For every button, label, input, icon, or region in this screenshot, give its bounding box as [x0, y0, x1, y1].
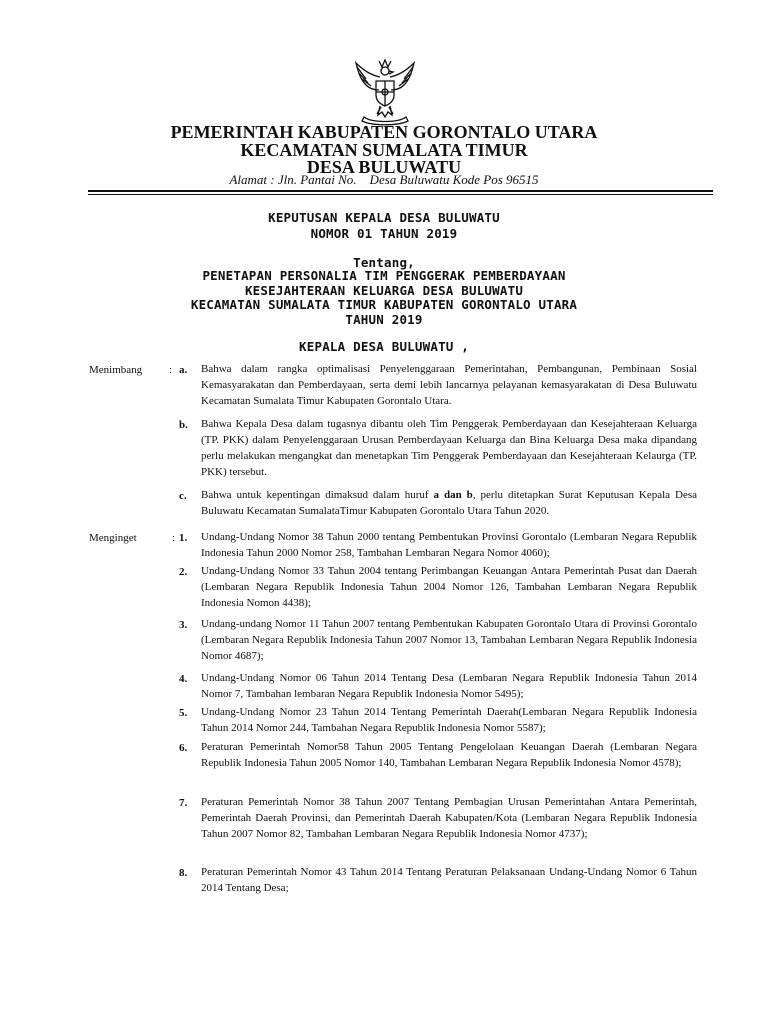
- item-marker: 3.: [179, 619, 188, 631]
- decree-about: Tentang,: [353, 255, 415, 270]
- section-label-menimbang: Menimbang: [89, 364, 143, 376]
- legal-basis-text: Peraturan Pemerintah Nomor 43 Tahun 2014 Tentang Peraturan Pelaksanaan Undang-Undang Nomor 6 Tahun 2014 Tentang Desa;: [201, 866, 697, 894]
- decree-subject-line: KECAMATAN SUMALATA TIMUR KABUPATEN GORONTALO UTARA: [190, 297, 578, 312]
- item-marker: c.: [179, 490, 187, 502]
- decree-issuer: KEPALA DESA BULUWATU ,: [299, 339, 469, 354]
- item-marker: b.: [179, 419, 188, 431]
- item-marker: 1.: [179, 532, 188, 544]
- decree-subject-line: KESEJAHTERAAN KELUARGA DESA BULUWATU: [244, 283, 524, 298]
- legal-basis-text: Undang-Undang Nomor 06 Tahun 2014 Tentang Desa (Lembaran Negara Republik Indonesia Tahun 2014 Nomor 7, Tambahan lembaran Negara Republik Indonesia Nomor 5495);: [201, 672, 697, 700]
- item-marker: 5.: [179, 707, 188, 719]
- section-colon: :: [172, 532, 176, 544]
- legal-basis-text: Peraturan Pemerintah Nomor 38 Tahun 2007 Tentang Pembagian Urusan Pemerintahan Antara Pemerintah, Pemerintah Daerah Provinsi, dan Pemerintah Daerah Kabupaten/Kota (Lembaran Negara Republik Indonesia Tahun 2007 Nomor 82, Tambahan Lembaran Negara Republik Indonesia Nomor 4737);: [201, 796, 697, 840]
- consideration-text: Bahwa Kepala Desa dalam tugasnya dibantu oleh Tim Penggerak Pemberdayaan dan Kesejahteraan Keluarga (TP. PKK) dalam Penyelenggaraan Urusan Pemberdayaan Keluarga dan Bina Keluarga Desa maka dipandang perlu melakukan mengangkat dan menetapkan Tim Penggerak Pemberdayaan dan Kesejahteraan Kelaurga (TP. PKK) tersebut.: [201, 418, 697, 478]
- consideration-text-part: , perlu ditetapkan Surat Keputusan Kepala Desa Buluwatu Kecamatan SumalataTimur Kabupaten Gorontalo Utara Tahun 2020.: [201, 489, 697, 517]
- item-marker: 4.: [179, 673, 188, 685]
- header-village: DESA BULUWATU: [306, 157, 462, 177]
- consideration-text: Bahwa dalam rangka optimalisasi Penyelenggaraan Pemerintahan, Pembangunan, Pembinaan Sosial Kemasyarakatan dan Pemberdayaan, serta demi lebih lancarnya pelayanan kemasyarakatan di Desa Buluwatu Kecamatan Sumalata Timur Kabupaten Gorontalo Utara.: [201, 363, 697, 407]
- legal-basis-text: Undang-undang Nomor 11 Tahun 2007 tentang Pembentukan Kabupaten Gorontalo Utara di Provinsi Gorontalo (Lembaran Negara Republik Indonesia Tahun 2007 Nomor 13, Tambahan Lembaran Negara Republik Indonesia Nomor 4687);: [201, 618, 697, 662]
- legal-basis-text: Undang-Undang Nomor 38 Tahun 2000 tentang Pembentukan Provinsi Gorontalo (Lembaran Negara Republik Indonesia Tahun 2000 Nomor 258, Tambahan Lembaran Negara Nomor 4060);: [201, 531, 697, 559]
- decree-subject-line: TAHUN 2019: [345, 312, 423, 327]
- header-district: KECAMATAN SUMALATA TIMUR: [240, 140, 528, 160]
- garuda-emblem-icon: [352, 57, 418, 127]
- header-government: PEMERINTAH KABUPATEN GORONTALO UTARA: [170, 122, 598, 142]
- item-marker: 2.: [179, 566, 188, 578]
- section-label-mengingat: Menginget: [89, 532, 137, 544]
- header-address: Alamat : Jln. Pantai No. Desa Buluwatu Kode Pos 96515: [229, 172, 539, 187]
- consideration-text-part: Bahwa untuk kepentingan dimaksud dalam huruf: [201, 489, 434, 501]
- decree-number: NOMOR 01 TAHUN 2019: [310, 226, 458, 241]
- legal-basis-text: Undang-Undang Nomor 33 Tahun 2004 tentang Perimbangan Keuangan Antara Pemerintah Pusat dan Daerah (Lembaran Negara Republik Indonesia Tahun 2004 Nomor 126, Tambahan Lembaran Negara Republik Indonesia Nomon 4438);: [201, 565, 697, 609]
- header-divider-thick: [88, 190, 713, 192]
- consideration-text: [201, 487, 697, 519]
- header-divider-thin: [88, 194, 713, 195]
- legal-basis-text: Peraturan Pemerintah Nomor58 Tahun 2005 Tentang Pengelolaan Keuangan Daerah (Lembaran Negara Republik Indonesia Tahun 2005 Nomor 140, Tambahan Lembaran Negara Republik Indonesia Nomor 4578);: [201, 741, 697, 769]
- item-marker: a.: [179, 364, 188, 376]
- item-marker: 6.: [179, 742, 188, 754]
- decree-subject-line: PENETAPAN PERSONALIA TIM PENGGERAK PEMBERDAYAAN: [202, 268, 566, 283]
- consideration-text-bold: a dan b: [433, 489, 473, 501]
- item-marker: 7.: [179, 797, 188, 809]
- decree-title: KEPUTUSAN KEPALA DESA BULUWATU: [268, 210, 500, 225]
- section-colon: :: [169, 364, 173, 376]
- legal-basis-text: Undang-Undang Nomor 23 Tahun 2014 Tentang Pemerintah Daerah(Lembaran Negara Republik Indonesia Tahun 2014 Nomor 244, Tambahan Negara Republik Indonesia Nomor 5587);: [201, 706, 697, 734]
- item-marker: 8.: [179, 867, 188, 879]
